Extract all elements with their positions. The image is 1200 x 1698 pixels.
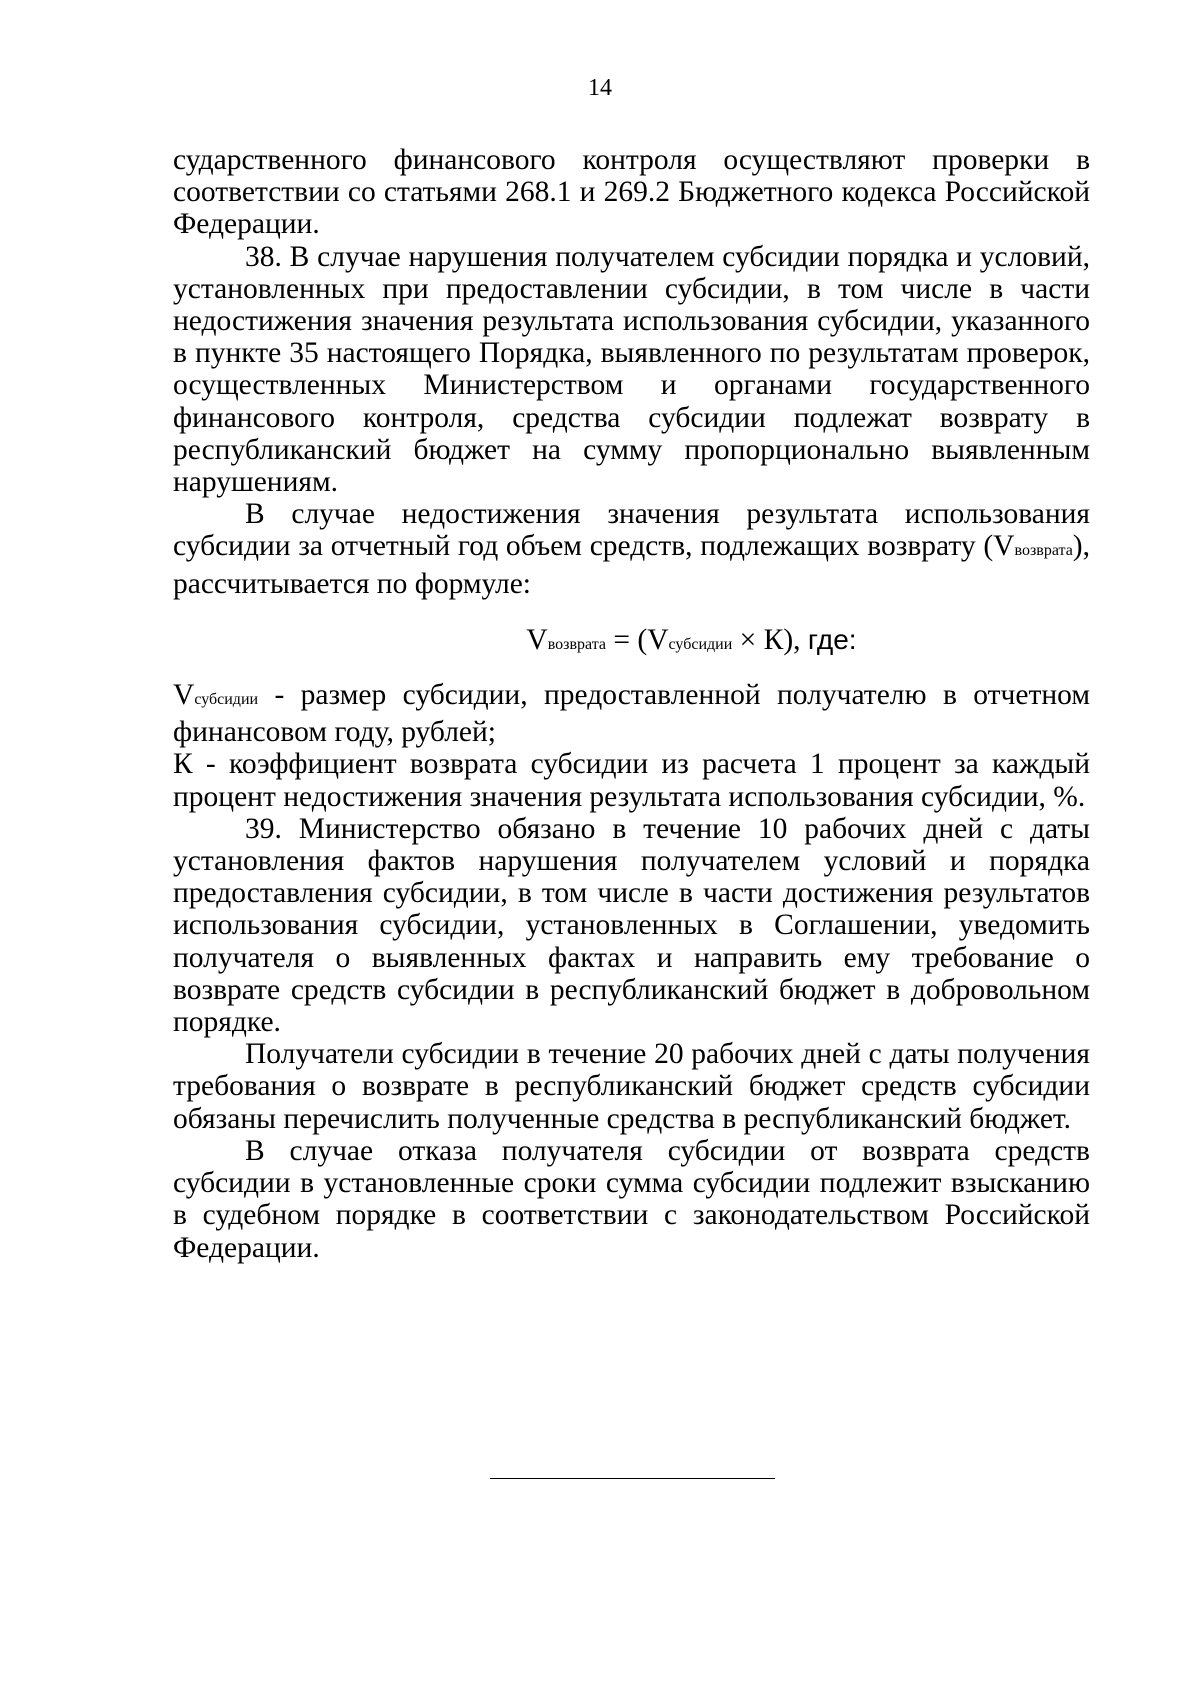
definition-v-subsidy	[173, 679, 1090, 748]
formula-equals: = (V	[606, 623, 669, 656]
formula-times-k: × К),	[732, 623, 808, 656]
paragraph-intro: сударственного финансового контроля осуществляют проверки в соответствии со статьями 268.1 и 269.2 Бюджетного кодекса Российской Федерации.	[173, 144, 1090, 241]
formula-v: V	[526, 623, 548, 656]
paragraph-38: 38. В случае нарушения получателем субсидии порядка и условий, установленных при предоставлении субсидии, в том числе в части недостижения значения результата использования субсидии, указанного в пункте 35 настоящего Порядка, выявленного по результатам проверок, осуществленных Министерством и органами государственного финансового контроля, средства субсидии подлежат возврату в республиканский бюджет на сумму пропорционально выявленным нарушениям.	[173, 240, 1090, 499]
definition-k: К - коэффициент возврата субсидии из расчета 1 процент за каждый процент недостижения значения результата использования субсидии, %.	[173, 748, 1090, 813]
paragraph-39: 39. Министерство обязано в течение 10 рабочих дней с даты установления фактов нарушения получателем условий и порядка предоставления субсидии, в том числе в части достижения результатов использования субсидии, установленных в Соглашении, уведомить получателя о выявленных фактах и направить ему требование о возврате средств субсидии в республиканский бюджет в добровольном порядке.	[173, 812, 1090, 1039]
def-v-symbol: V	[173, 679, 195, 712]
calc-subscript: возврата	[1014, 542, 1073, 560]
calc-text-after: ), рассчитывается по формуле:	[173, 530, 1090, 600]
paragraph-calculation	[173, 498, 1090, 600]
return-formula	[173, 624, 1090, 661]
calc-text-before: В случае недостижения значения результата использования субсидии за отчетный год объем средств, подлежащих возврату (V	[173, 498, 1090, 563]
formula-sub-subsidy: субсидии	[668, 635, 733, 653]
formula-where: где:	[807, 623, 857, 655]
end-divider-line	[490, 1478, 775, 1479]
paragraph-refusal: В случае отказа получателя субсидии от возврата средств субсидии в установленные сроки сумма субсидии подлежит взысканию в судебном порядке в соответствии с законодательством Российской Федерации.	[173, 1134, 1090, 1264]
document-body	[173, 144, 1090, 1264]
formula-sub-return: возврата	[547, 635, 607, 653]
paragraph-recipients: Получатели субсидии в течение 20 рабочих дней с даты получения требования о возврате в республиканский бюджет средств субсидии обязаны перечислить полученные средства в республиканский бюджет.	[173, 1038, 1090, 1135]
def-v-subscript: субсидии	[194, 691, 259, 709]
def-v-text: - размер субсидии, предоставленной получателю в отчетном финансовом году, рублей;	[173, 679, 1090, 749]
page-number: 14	[588, 75, 612, 101]
